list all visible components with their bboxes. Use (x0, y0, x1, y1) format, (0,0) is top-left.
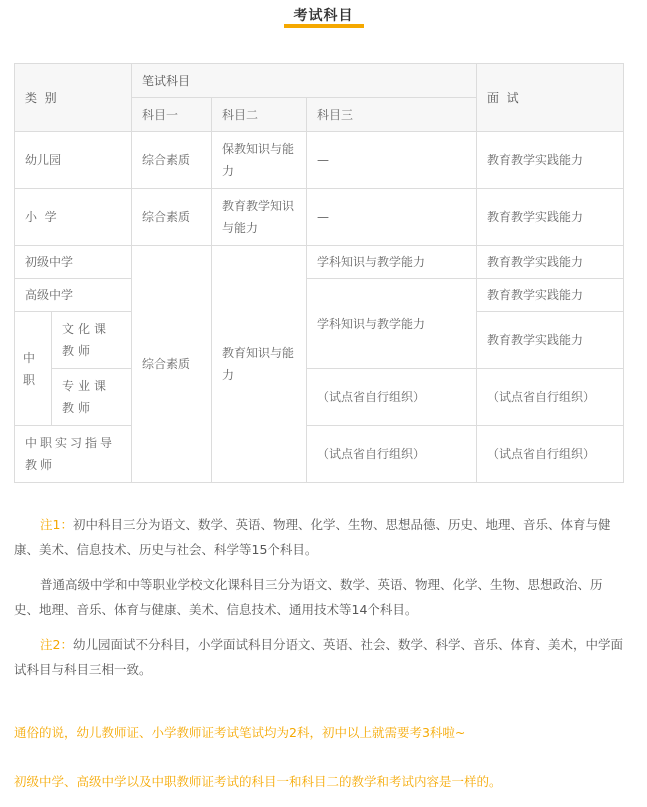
row-label-kindergarten: 幼儿园 (15, 132, 132, 189)
header-interview: 面 试 (477, 64, 624, 132)
table-row (15, 426, 624, 483)
header-subject2: 科目二 (212, 98, 307, 132)
primary-subject1: 综合素质 (132, 189, 212, 246)
highlight-line-2: 初级中学、高级中学以及中职教师证考试的科目一和科目二的教学和考试内容是一样的。 (14, 774, 502, 789)
shared-subject2: 教育知识与能力 (212, 246, 307, 483)
exam-subjects-table (14, 63, 624, 483)
primary-interview: 教育教学实践能力 (477, 189, 624, 246)
table-row (15, 189, 624, 246)
senior-interview: 教育教学实践能力 (477, 279, 624, 312)
table-row (15, 246, 624, 279)
header-written: 笔试科目 (132, 64, 477, 98)
page-title: 考试科目 (293, 8, 354, 24)
culture-interview: 教育教学实践能力 (477, 312, 624, 369)
professional-subject3: （试点省自行组织） (307, 369, 477, 426)
internship-interview: （试点省自行组织） (477, 426, 624, 483)
note-1 (14, 512, 624, 562)
kindergarten-subject1: 综合素质 (132, 132, 212, 189)
row-label-vocational: 中职 (15, 312, 52, 426)
primary-subject3: — (307, 189, 477, 246)
row-label-primary: 小 学 (15, 189, 132, 246)
table-header-row (15, 64, 624, 98)
header-subject1: 科目一 (132, 98, 212, 132)
row-label-junior: 初级中学 (15, 246, 132, 279)
junior-interview: 教育教学实践能力 (477, 246, 624, 279)
kindergarten-interview: 教育教学实践能力 (477, 132, 624, 189)
table-row (15, 132, 624, 189)
row-label-internship: 中职实习指导教师 (15, 426, 132, 483)
note2-text: 幼儿园面试不分科目，小学面试科目分语文、英语、社会、数学、科学、音乐、体育、美术，中学面试科目与科目三相一致。 (14, 637, 623, 677)
header-category: 类 别 (15, 64, 132, 132)
note-2 (14, 632, 624, 682)
kindergarten-subject2: 保教知识与能力 (212, 132, 307, 189)
highlight-line-1: 通俗的说，幼儿教师证、小学教师证考试笔试均为2科，初中以上就需要考3科啦~ (14, 725, 466, 740)
table-row (15, 279, 624, 312)
note1-label: 注1： (40, 517, 73, 532)
kindergarten-subject3: — (307, 132, 477, 189)
title-underline (284, 24, 364, 28)
row-label-professional-teacher: 专业课教师 (52, 369, 132, 426)
internship-subject3: （试点省自行组织） (307, 426, 477, 483)
header-subject3: 科目三 (307, 98, 477, 132)
junior-subject3: 学科知识与教学能力 (307, 246, 477, 279)
note1b-text: 普通高级中学和中等职业学校文化课科目三分为语文、数学、英语、物理、化学、生物、思想政治、历史、地理、音乐、体育与健康、美术、信息技术、通用技术等14个科目。 (14, 577, 603, 617)
row-label-culture-teacher: 文化课教师 (52, 312, 132, 369)
shared-subject3: 学科知识与教学能力 (307, 279, 477, 369)
shared-subject1: 综合素质 (132, 246, 212, 483)
note1-text: 初中科目三分为语文、数学、英语、物理、化学、生物、思想品德、历史、地理、音乐、体育与健康、美术、信息技术、历史与社会、科学等15个科目。 (14, 517, 611, 557)
row-label-senior: 高级中学 (15, 279, 132, 312)
table-row (15, 369, 624, 426)
note2-label: 注2： (40, 637, 73, 652)
page-header (0, 0, 647, 32)
professional-interview: （试点省自行组织） (477, 369, 624, 426)
primary-subject2: 教育教学知识与能力 (212, 189, 307, 246)
note-1b (14, 572, 624, 622)
